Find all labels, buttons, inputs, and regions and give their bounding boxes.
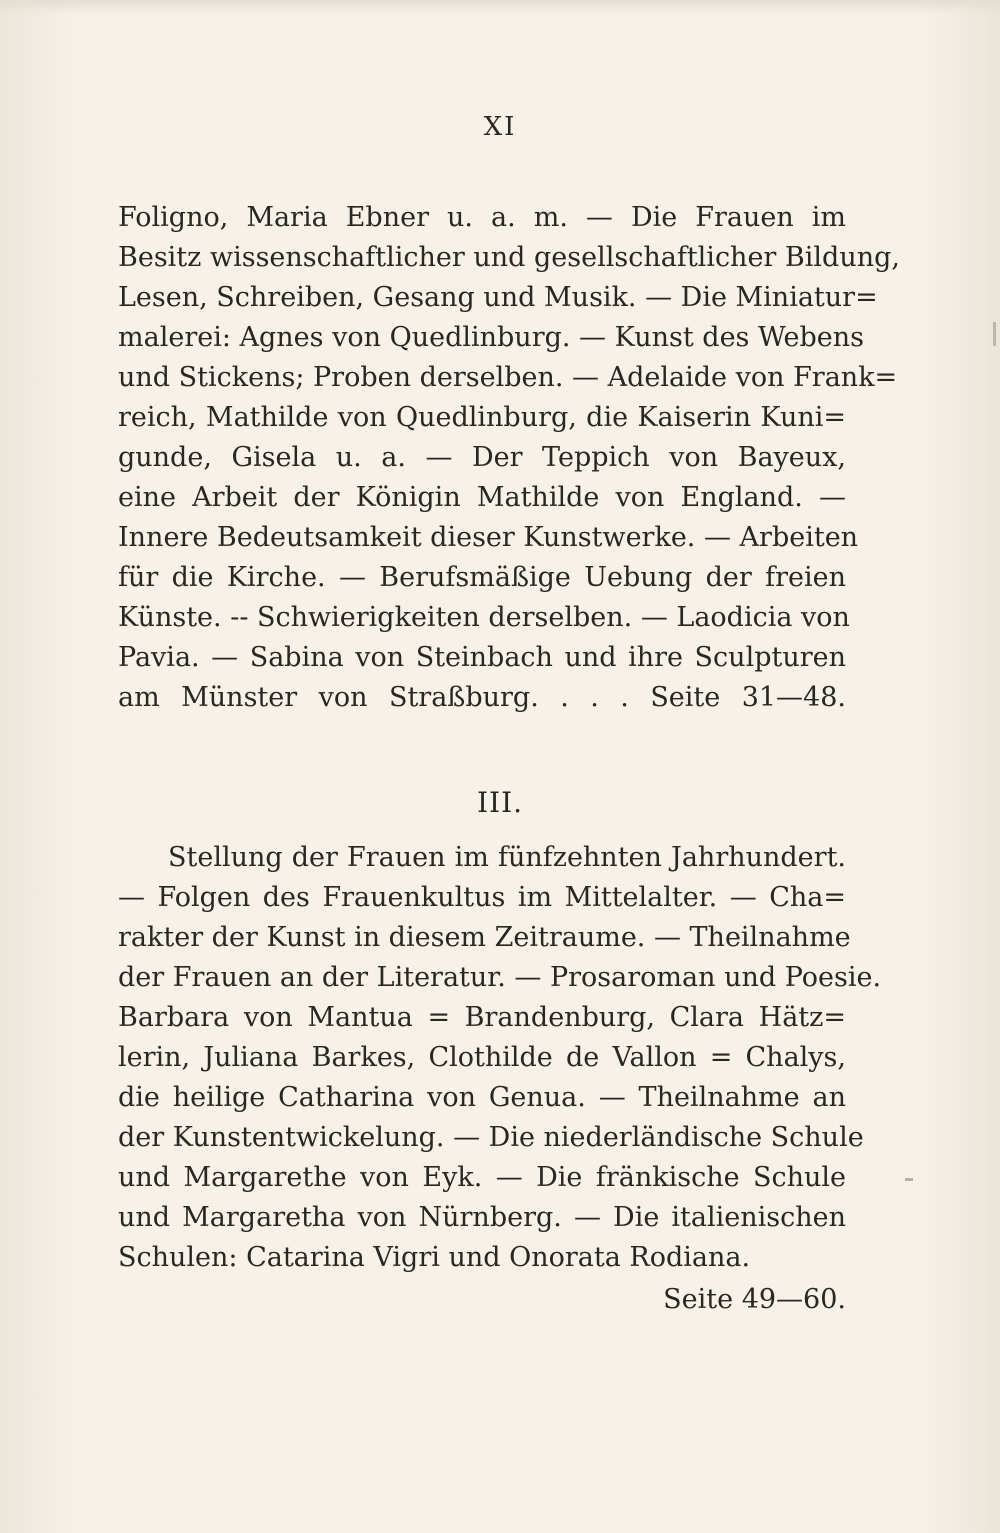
page-edge-shadow	[0, 0, 1000, 14]
text-line: für die Kirche. — Berufsmäßige Uebung der freien	[118, 562, 846, 593]
page-reference: Seite 49—60.	[663, 1284, 846, 1315]
text-line: Foligno, Maria Ebner u. a. m. — Die Frauen im	[118, 202, 846, 233]
text-line: Pavia. — Sabina von Steinbach und ihre Sculpturen	[118, 642, 846, 673]
margin-mark	[905, 1178, 913, 1181]
text-line: Künste. -- Schwierigkeiten derselben. — Laodicia von	[118, 602, 850, 633]
text-line: und Stickens; Proben derselben. — Adelaide von Frank=	[118, 362, 898, 393]
text-line: der Kunstentwickelung. — Die niederländische Schule	[118, 1122, 864, 1153]
section-heading: III.	[476, 786, 524, 819]
text-line: rakter der Kunst in diesem Zeitraume. — Theilnahme	[118, 922, 851, 953]
text-line: und Margaretha von Nürnberg. — Die italienischen	[118, 1202, 846, 1233]
text-line: Besitz wissenschaftlicher und gesellschaftlicher Bildung,	[118, 242, 900, 273]
text-line: Lesen, Schreiben, Gesang und Musik. — Die Miniatur=	[118, 282, 878, 313]
margin-mark	[993, 322, 996, 346]
text-line: — Folgen des Frauenkultus im Mittelalter. — Cha=	[118, 882, 846, 913]
text-line: die heilige Catharina von Genua. — Theilnahme an	[118, 1082, 846, 1113]
text-line: eine Arbeit der Königin Mathilde von England. —	[118, 482, 846, 513]
text-line: lerin, Juliana Barkes, Clothilde de Vallon = Chalys,	[118, 1042, 846, 1073]
text-line-page-ref: am Münster von Straßburg. . . . Seite 31—48.	[118, 682, 846, 713]
text-line: Barbara von Mantua = Brandenburg, Clara Hätz=	[118, 1002, 846, 1033]
text-line: Innere Bedeutsamkeit dieser Kunstwerke. — Arbeiten	[118, 522, 859, 553]
text-line: und Margarethe von Eyk. — Die fränkische Schule	[118, 1162, 846, 1193]
text-line: der Frauen an der Literatur. — Prosaroman und Poesie.	[118, 962, 882, 993]
text-line: Stellung der Frauen im fünfzehnten Jahrhundert.	[168, 842, 846, 873]
text-line: Schulen: Catarina Vigri und Onorata Rodiana.	[118, 1242, 751, 1273]
text-line: gunde, Gisela u. a. — Der Teppich von Bayeux,	[118, 442, 846, 473]
text-line: reich, Mathilde von Quedlinburg, die Kaiserin Kuni=	[118, 402, 846, 433]
page-number: XI	[483, 112, 517, 142]
text-line: malerei: Agnes von Quedlinburg. — Kunst des Webens	[118, 322, 865, 353]
